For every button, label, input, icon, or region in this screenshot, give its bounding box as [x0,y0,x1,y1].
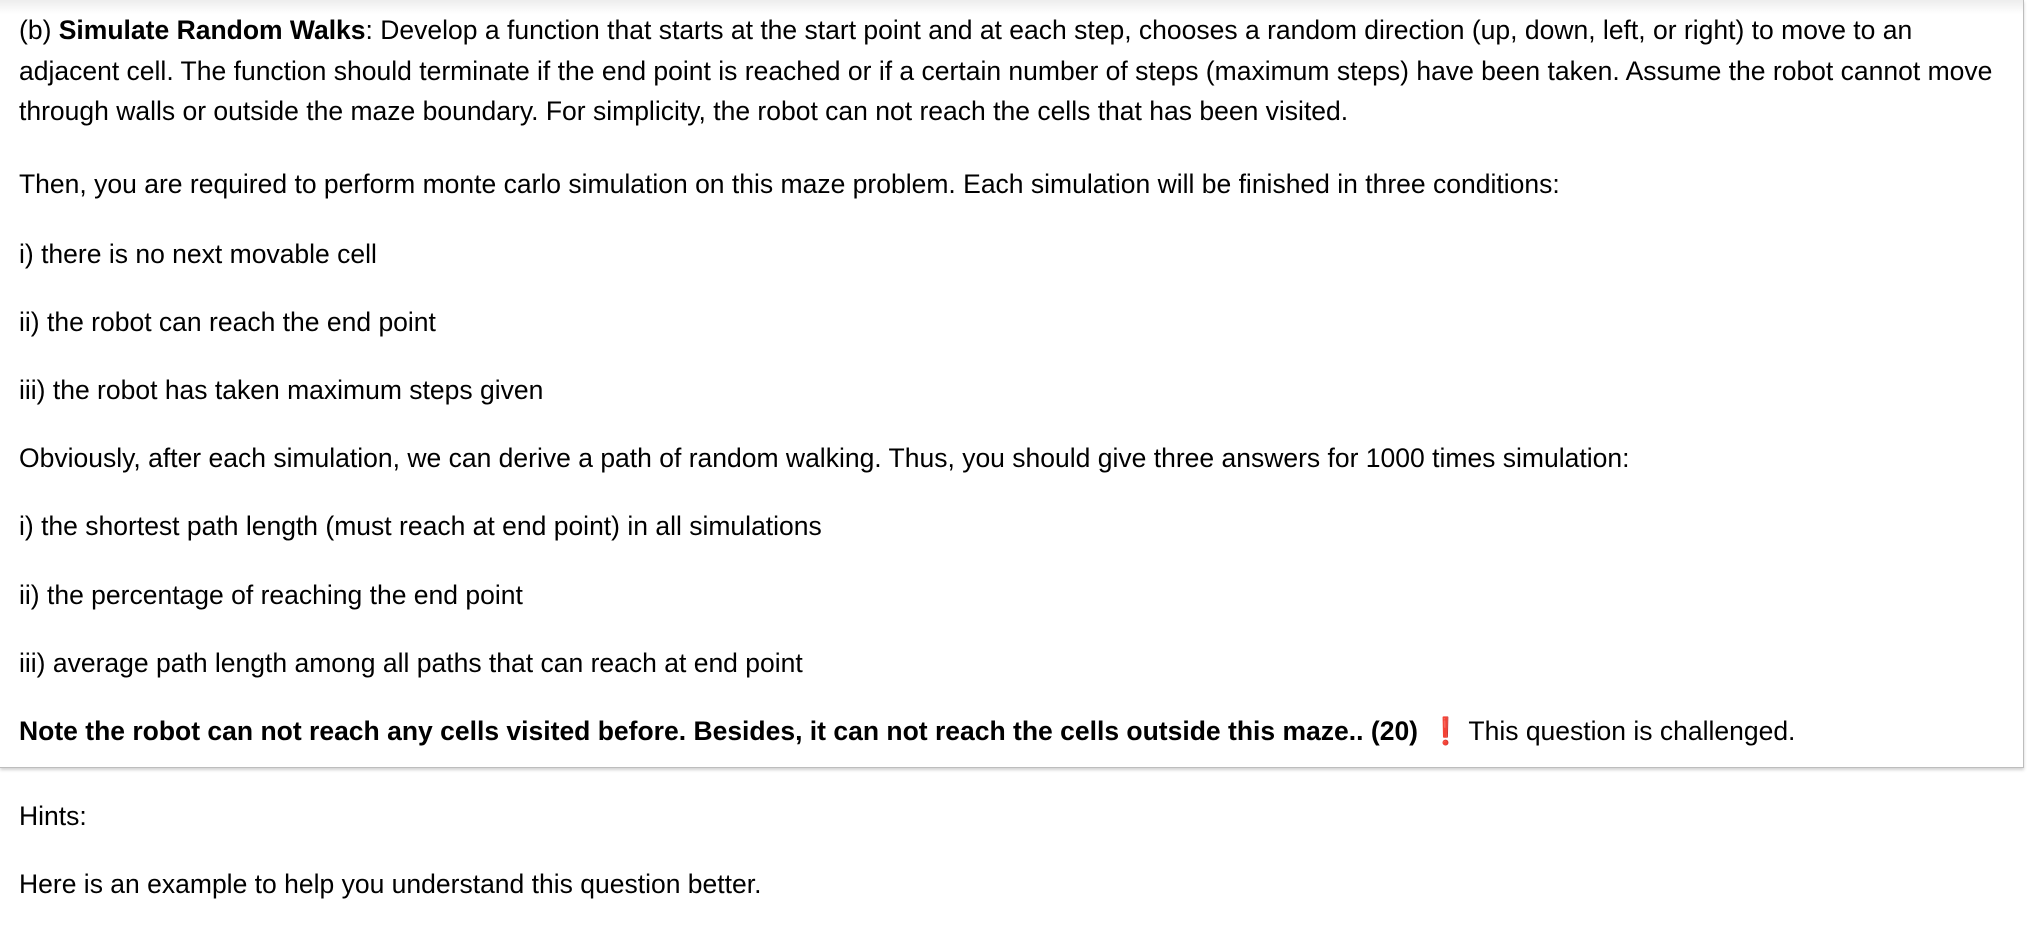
intro-paragraph [19,10,2009,132]
exclamation-icon: ❗ [1429,716,1463,746]
question-title: Simulate Random Walks [58,15,366,45]
answer-2: ii) the percentage of reaching the end point [19,580,523,610]
condition-3: iii) the robot has taken maximum steps given [19,375,544,405]
answer-1: i) the shortest path length (must reach at end point) in all simulations [19,511,822,541]
answer-3: iii) average path length among all paths that can reach at end point [19,648,803,678]
hints-label: Hints: [19,801,87,831]
question-prefix: (b) [19,15,59,45]
hints-example: Here is an example to help you understand this question better. [19,869,762,899]
answers-intro-paragraph: Obviously, after each simulation, we can derive a path of random walking. Thus, you should give three answers for 1000 times simulation: [19,443,1630,473]
condition-1: i) there is no next movable cell [19,239,377,269]
monte-carlo-paragraph: Then, you are required to perform monte carlo simulation on this maze problem. Each simulation will be finished in three conditions: [19,169,1560,199]
condition-2: ii) the robot can reach the end point [19,307,436,337]
intro-text: : Develop a function that starts at the start point and at each step, chooses a random direction (up, down, left, or right) to move to an adjacent cell. The function should terminate if the end point is reached or if a certain number of steps (maximum steps) have been taken. Assume the robot cannot move through walls or outside the maze boundary. For simplicity, the robot can not reach the cells that has been visited. [19,15,1993,126]
note-paragraph [19,711,1795,752]
note-text: Note the robot can not reach any cells visited before. Besides, it can not reach the cells outside this maze.. (20) [19,716,1419,746]
challenge-text: This question is challenged. [1468,716,1796,746]
